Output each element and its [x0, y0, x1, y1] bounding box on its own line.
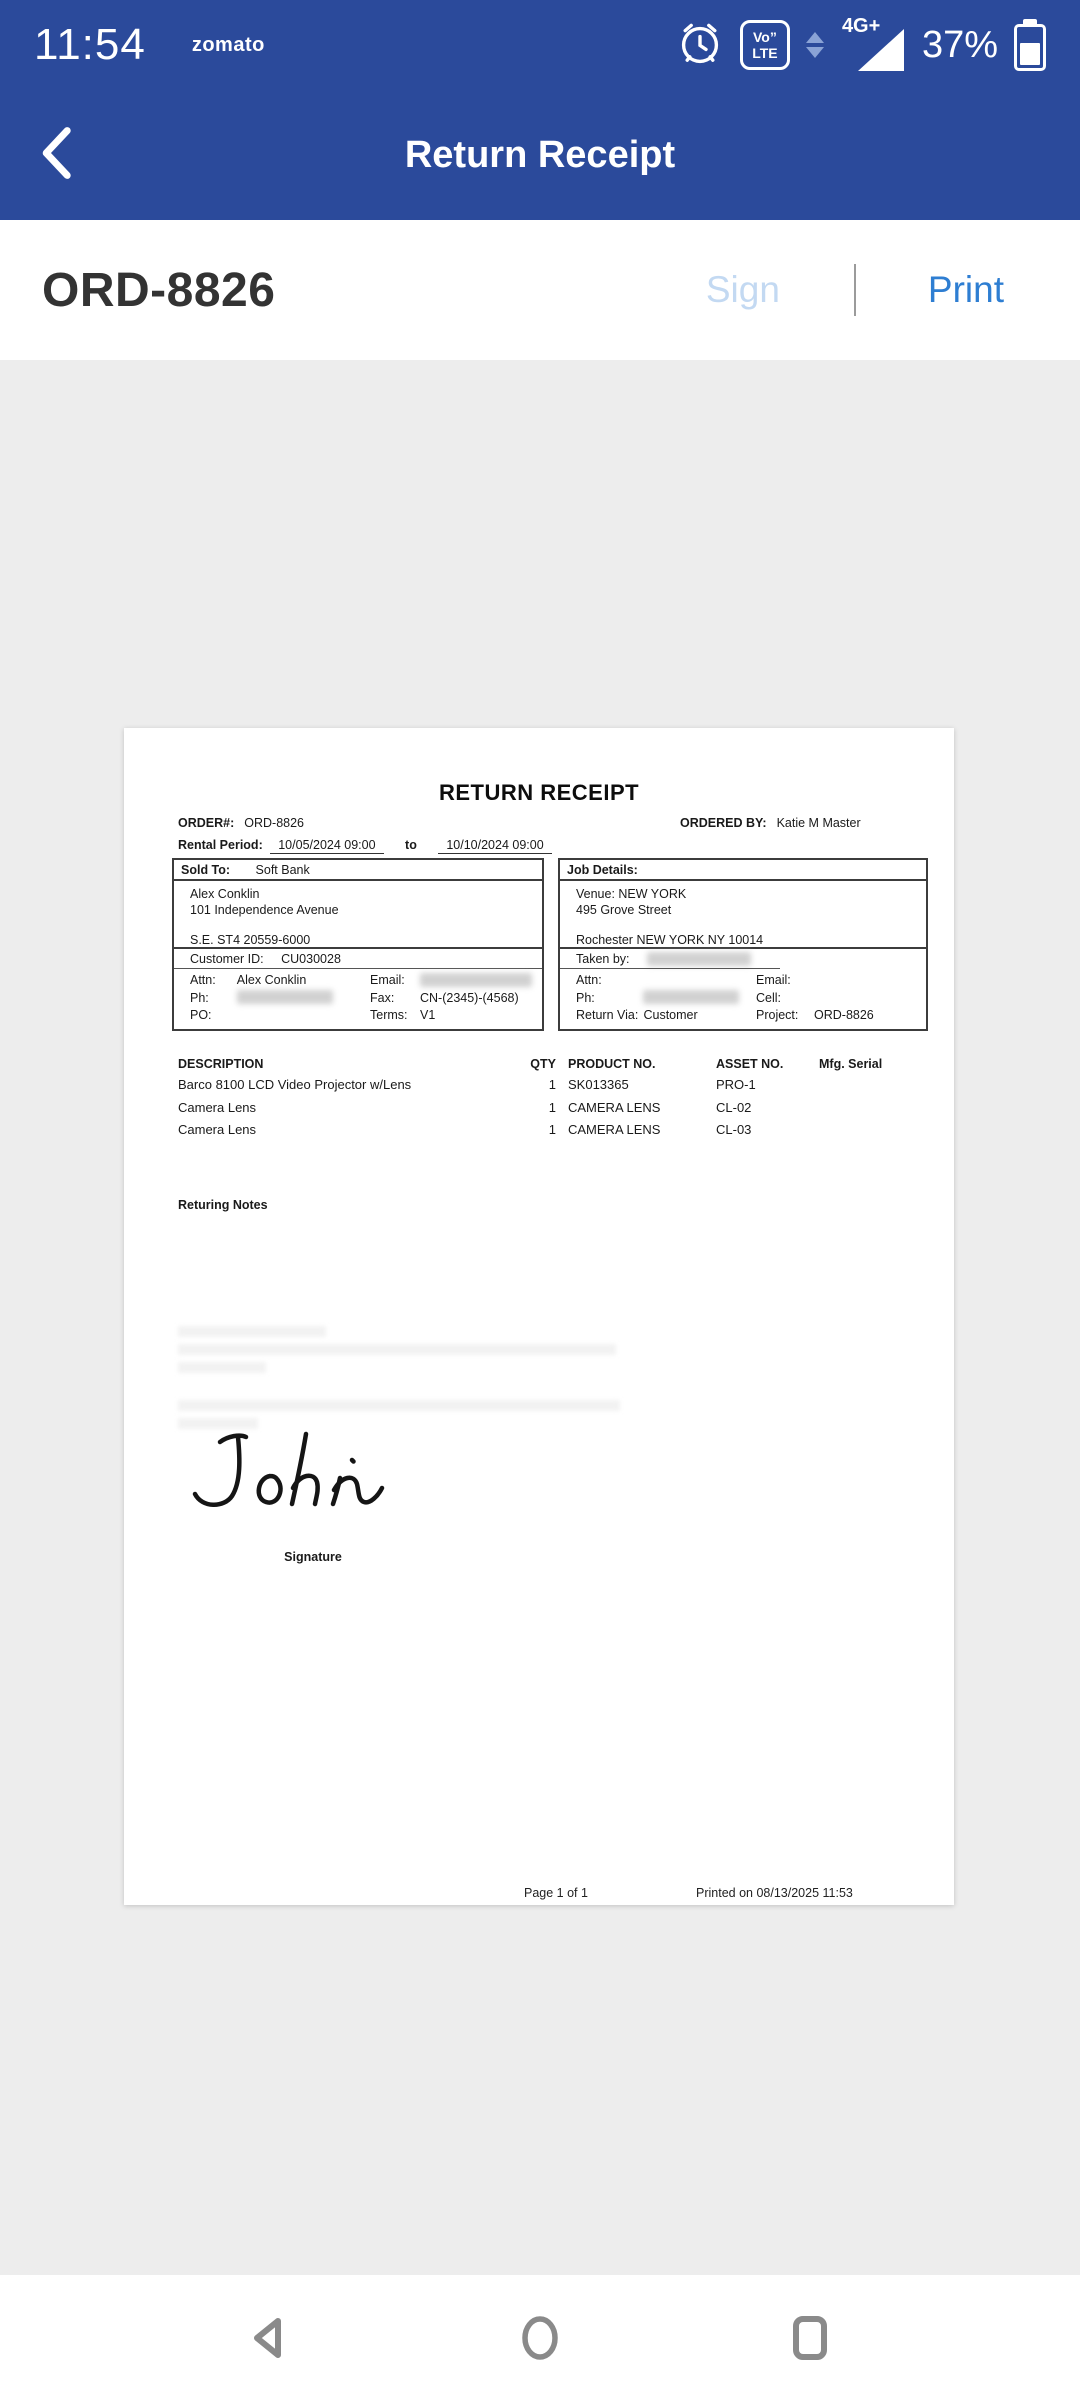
- job-details-label: Job Details:: [567, 863, 638, 877]
- redacted-value: [643, 990, 739, 1004]
- customer-id-row: Customer ID: CU030028: [174, 949, 542, 969]
- contact-row: Return Via: Customer Project: ORD-8826: [576, 1008, 874, 1022]
- returning-notes-label: Returing Notes: [178, 1198, 268, 1212]
- sold-to-address: Alex Conklin 101 Independence Avenue S.E. ST4 20559-6000: [174, 881, 542, 949]
- contact-row: Ph: Cell:: [576, 990, 782, 1005]
- document-title: RETURN RECEIPT: [438, 780, 640, 805]
- customer-id-value: CU030028: [281, 952, 341, 966]
- signature-label: Signature: [284, 1550, 342, 1564]
- redacted-faint-text: [178, 1344, 616, 1355]
- nav-recents-button[interactable]: [675, 2314, 945, 2362]
- volte-icon: Vo” LTE: [740, 20, 790, 70]
- taken-by-row: Taken by:: [560, 949, 926, 969]
- nav-back-button[interactable]: [135, 2314, 405, 2362]
- battery-percent-label: 37%: [921, 23, 998, 66]
- page-title: Return Receipt: [404, 133, 676, 176]
- rental-period-row: Rental Period: 10/05/2024 09:00 to 10/10/2024 09:00: [178, 838, 556, 854]
- sold-to-label: Sold To:: [181, 863, 231, 877]
- status-bar: [0, 0, 1080, 90]
- redacted-faint-text: [178, 1362, 266, 1373]
- signal-4g-icon: [840, 15, 906, 71]
- nav-home-icon: [516, 2314, 564, 2362]
- ordered-by-value: Katie M Master: [776, 816, 861, 830]
- redacted-faint-text: [178, 1326, 326, 1337]
- sign-button[interactable]: Sign: [705, 269, 780, 310]
- alarm-icon: [676, 19, 724, 72]
- order-number-row: [178, 816, 927, 830]
- receipt-page: [124, 728, 954, 1905]
- nav-home-button[interactable]: [405, 2314, 675, 2362]
- order-id-label: ORD-8826: [42, 263, 276, 317]
- page-count-label: Page 1 of 1: [524, 1886, 588, 1900]
- order-number-value: ORD-8826: [244, 816, 305, 830]
- document-viewer[interactable]: [0, 360, 1080, 2275]
- job-details-box: [558, 858, 928, 1031]
- back-chevron-icon: [34, 125, 78, 181]
- contact-row: Ph: Fax: CN-(2345)-(4568): [190, 990, 519, 1005]
- print-button[interactable]: Print: [927, 269, 1004, 310]
- title-bar: [0, 90, 1080, 220]
- redacted-value: [647, 952, 751, 966]
- rental-from-date: 10/05/2024 09:00: [270, 838, 383, 854]
- table-row: Camera Lens 1 CAMERA LENS CL-03: [178, 1122, 752, 1137]
- contact-row: PO: Terms: V1: [190, 1008, 436, 1022]
- table-header-row: DESCRIPTION QTY PRODUCT NO. ASSET NO. Mfg. Serial: [178, 1057, 883, 1071]
- nav-back-icon: [246, 2314, 294, 2362]
- line-items-table: [178, 1054, 927, 1142]
- contact-row: Attn: Email:: [576, 973, 791, 987]
- sold-to-value: Soft Bank: [255, 863, 310, 877]
- job-address: Venue: NEW YORK 495 Grove Street Rochester NEW YORK NY 10014: [560, 881, 926, 949]
- contact-row: Attn: Alex Conklin Email:: [174, 972, 542, 990]
- printed-on-label: Printed on 08/13/2025 11:53: [696, 1886, 853, 1900]
- redacted-value: [420, 973, 532, 987]
- nav-recents-icon: [786, 2314, 834, 2362]
- back-button[interactable]: [26, 118, 86, 188]
- network-activity-arrows-icon: [806, 32, 824, 58]
- network-type-label: 4G+: [841, 15, 881, 37]
- toolbar-divider: [854, 264, 856, 316]
- table-row: Camera Lens 1 CAMERA LENS CL-02: [178, 1099, 752, 1115]
- android-nav-bar: [0, 2275, 1080, 2400]
- redacted-value: [237, 990, 333, 1004]
- zomato-notification-label: zomato: [191, 33, 265, 56]
- redacted-faint-text: [178, 1400, 620, 1411]
- order-number-label: ORDER#:: [178, 816, 235, 830]
- signature-handwriting: [182, 1420, 412, 1540]
- ordered-by-label: ORDERED BY:: [680, 816, 767, 830]
- order-toolbar: [0, 220, 1080, 360]
- sold-to-box: [172, 858, 544, 1031]
- status-time: 11:54: [34, 20, 146, 69]
- rental-to-date: 10/10/2024 09:00: [438, 838, 551, 854]
- table-row: Barco 8100 LCD Video Projector w/Lens 1 SK013365 PRO-1: [178, 1077, 756, 1092]
- battery-icon: [1014, 19, 1046, 71]
- rental-period-label: Rental Period:: [178, 838, 263, 852]
- app-header-area: [0, 0, 1080, 220]
